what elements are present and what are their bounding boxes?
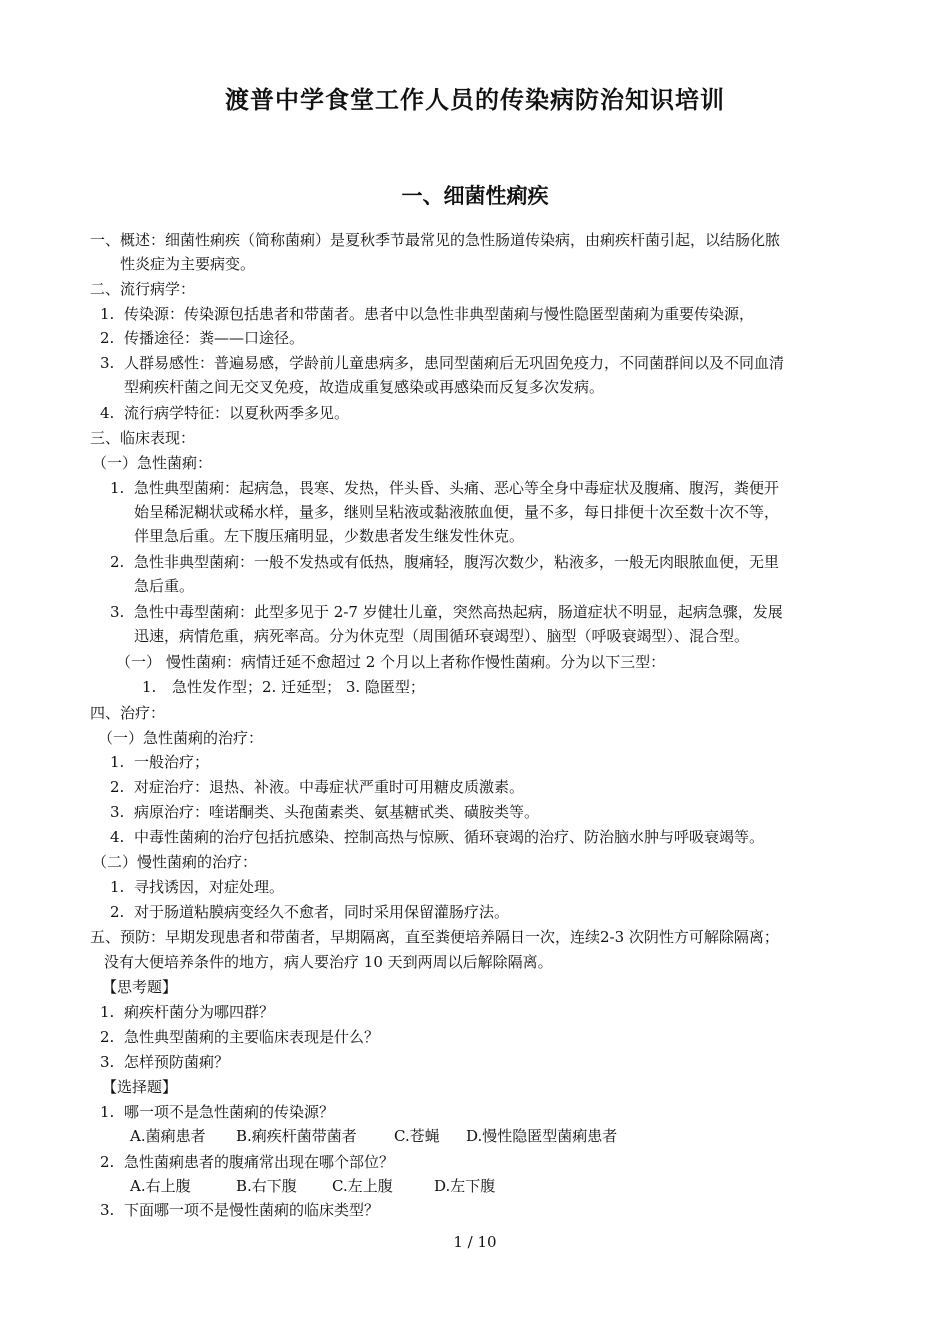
list-item: 1. 寻找诱因，对症处理。	[110, 878, 285, 896]
subheading-line: （一） 慢性菌痢：病情迁延不愈超过 2 个月以上者称作慢性菌痢。分为以下三型：	[116, 653, 666, 671]
option-b: B.痢疾杆菌带菌者	[236, 1127, 357, 1145]
prevention-line: 没有大便培养条件的地方，病人要治疗 10 天到两周以后解除隔离。	[104, 953, 553, 971]
list-item: 4. 流行病学特征：以夏秋两季多见。	[100, 404, 350, 422]
thinking-questions-heading: 【思考题】	[102, 978, 178, 996]
list-item-continuation: 迅速，病情危重，病死率高。分为休克型（周围循环衰竭型）、脑型（呼吸衰竭型）、混合型。	[134, 627, 750, 645]
list-item: 1. 急性典型菌痢：起病急，畏寒、发热，伴头昏、头痛、恶心等全身中毒症状及腹痛、腹泻，粪便开	[110, 479, 780, 497]
choice-questions-heading: 【选择题】	[102, 1078, 178, 1096]
list-item-continuation: 急后重。	[134, 577, 195, 595]
list-item: 1. 急性发作型；2. 迁延型； 3. 隐匿型；	[142, 678, 425, 696]
list-item: 1. 传染源：传染源包括患者和带菌者。患者中以急性非典型菌痢与慢性隐匿型菌痢为重要传染源，	[100, 305, 755, 323]
list-item: 2. 对于肠道粘膜病变经久不愈者，同时采用保留灌肠疗法。	[110, 903, 510, 921]
prevention-line: 五、预防：早期发现患者和带菌者，早期隔离，直至粪便培养隔日一次，连续2-3 次阴性方可解除隔离；	[90, 928, 779, 946]
subheading-line: （二）慢性菌痢的治疗：	[92, 853, 258, 871]
subheading-line: （一）急性菌痢的治疗：	[98, 729, 264, 747]
option-d: D.左下腹	[434, 1177, 496, 1195]
question-item: 1. 痢疾杆菌分为哪四群？	[100, 1003, 275, 1021]
document-title: 渡普中学食堂工作人员的传染病防治知识培训	[225, 85, 725, 114]
list-item-continuation: 伴里急后重。左下腹压痛明显，少数患者发生继发性休克。	[134, 527, 525, 545]
list-item-continuation: 始呈稀泥糊状或稀水样，量多，继则呈粘液或黏液脓血便，量不多，每日排便十次至数十次不等，	[134, 503, 780, 521]
heading-line: 四、治疗：	[90, 704, 166, 722]
question-item: 3. 怎样预防菌痢？	[100, 1053, 230, 1071]
option-c: C.苍蝇	[394, 1127, 440, 1145]
list-item: 2. 对症治疗：退热、补液。中毒症状严重时可用糖皮质激素。	[110, 778, 525, 796]
option-d: D.慢性隐匿型菌痢患者	[466, 1127, 618, 1145]
list-item: 3. 人群易感性：普遍易感，学龄前儿童患病多，患同型菌痢后无巩固免疫力，不同菌群间以及不同血清	[100, 354, 785, 372]
answer-options	[130, 1174, 495, 1198]
list-item: 3. 病原治疗：喹诺酮类、头孢菌素类、氨基糖甙类、磺胺类等。	[110, 803, 540, 821]
heading-line: 二、流行病学：	[90, 280, 196, 298]
question-item: 1. 哪一项不是急性菌痢的传染源？	[100, 1103, 335, 1121]
option-a: A.右上腹	[130, 1177, 191, 1195]
list-item: 2. 急性非典型菌痢：一般不发热或有低热，腹痛轻，腹泻次数少，粘液多，一般无肉眼脓血便，无里	[110, 553, 780, 571]
question-item: 3. 下面哪一项不是慢性菌痢的临床类型？	[100, 1201, 380, 1219]
list-item-continuation: 型痢疾杆菌之间无交叉免疫，故造成重复感染或再感染而反复多次发病。	[124, 378, 605, 396]
answer-options	[130, 1124, 617, 1148]
question-item: 2. 急性典型菌痢的主要临床表现是什么？	[100, 1028, 380, 1046]
section-heading: 一、细菌性痢疾	[401, 183, 549, 208]
subheading-line: （一）急性菌痢：	[92, 454, 213, 472]
overview-line: 一、概述：细菌性痢疾（简称菌痢）是夏秋季节最常见的急性肠道传染病，由痢疾杆菌引起，以结肠化脓	[90, 231, 781, 249]
heading-line: 三、临床表现：	[90, 429, 196, 447]
option-c: C.左上腹	[332, 1177, 393, 1195]
list-item: 2. 传播途径：粪——口途径。	[100, 329, 305, 347]
option-b: B.右下腹	[236, 1177, 297, 1195]
overview-line: 性炎症为主要病变。	[120, 255, 256, 273]
list-item: 3. 急性中毒型菌痢：此型多见于 2-7 岁健壮儿童，突然高热起病，肠道症状不明显，起病急骤，发展	[110, 603, 783, 621]
option-a: A.菌痢患者	[130, 1127, 206, 1145]
question-item: 2. 急性菌痢患者的腹痛常出现在哪个部位？	[100, 1153, 395, 1171]
list-item: 1. 一般治疗；	[110, 753, 210, 771]
list-item: 4. 中毒性菌痢的治疗包括抗感染、控制高热与惊厥、循环衰竭的治疗、防治脑水肿与呼吸衰竭等。	[110, 828, 765, 846]
page-number: 1 / 10	[453, 1233, 497, 1251]
